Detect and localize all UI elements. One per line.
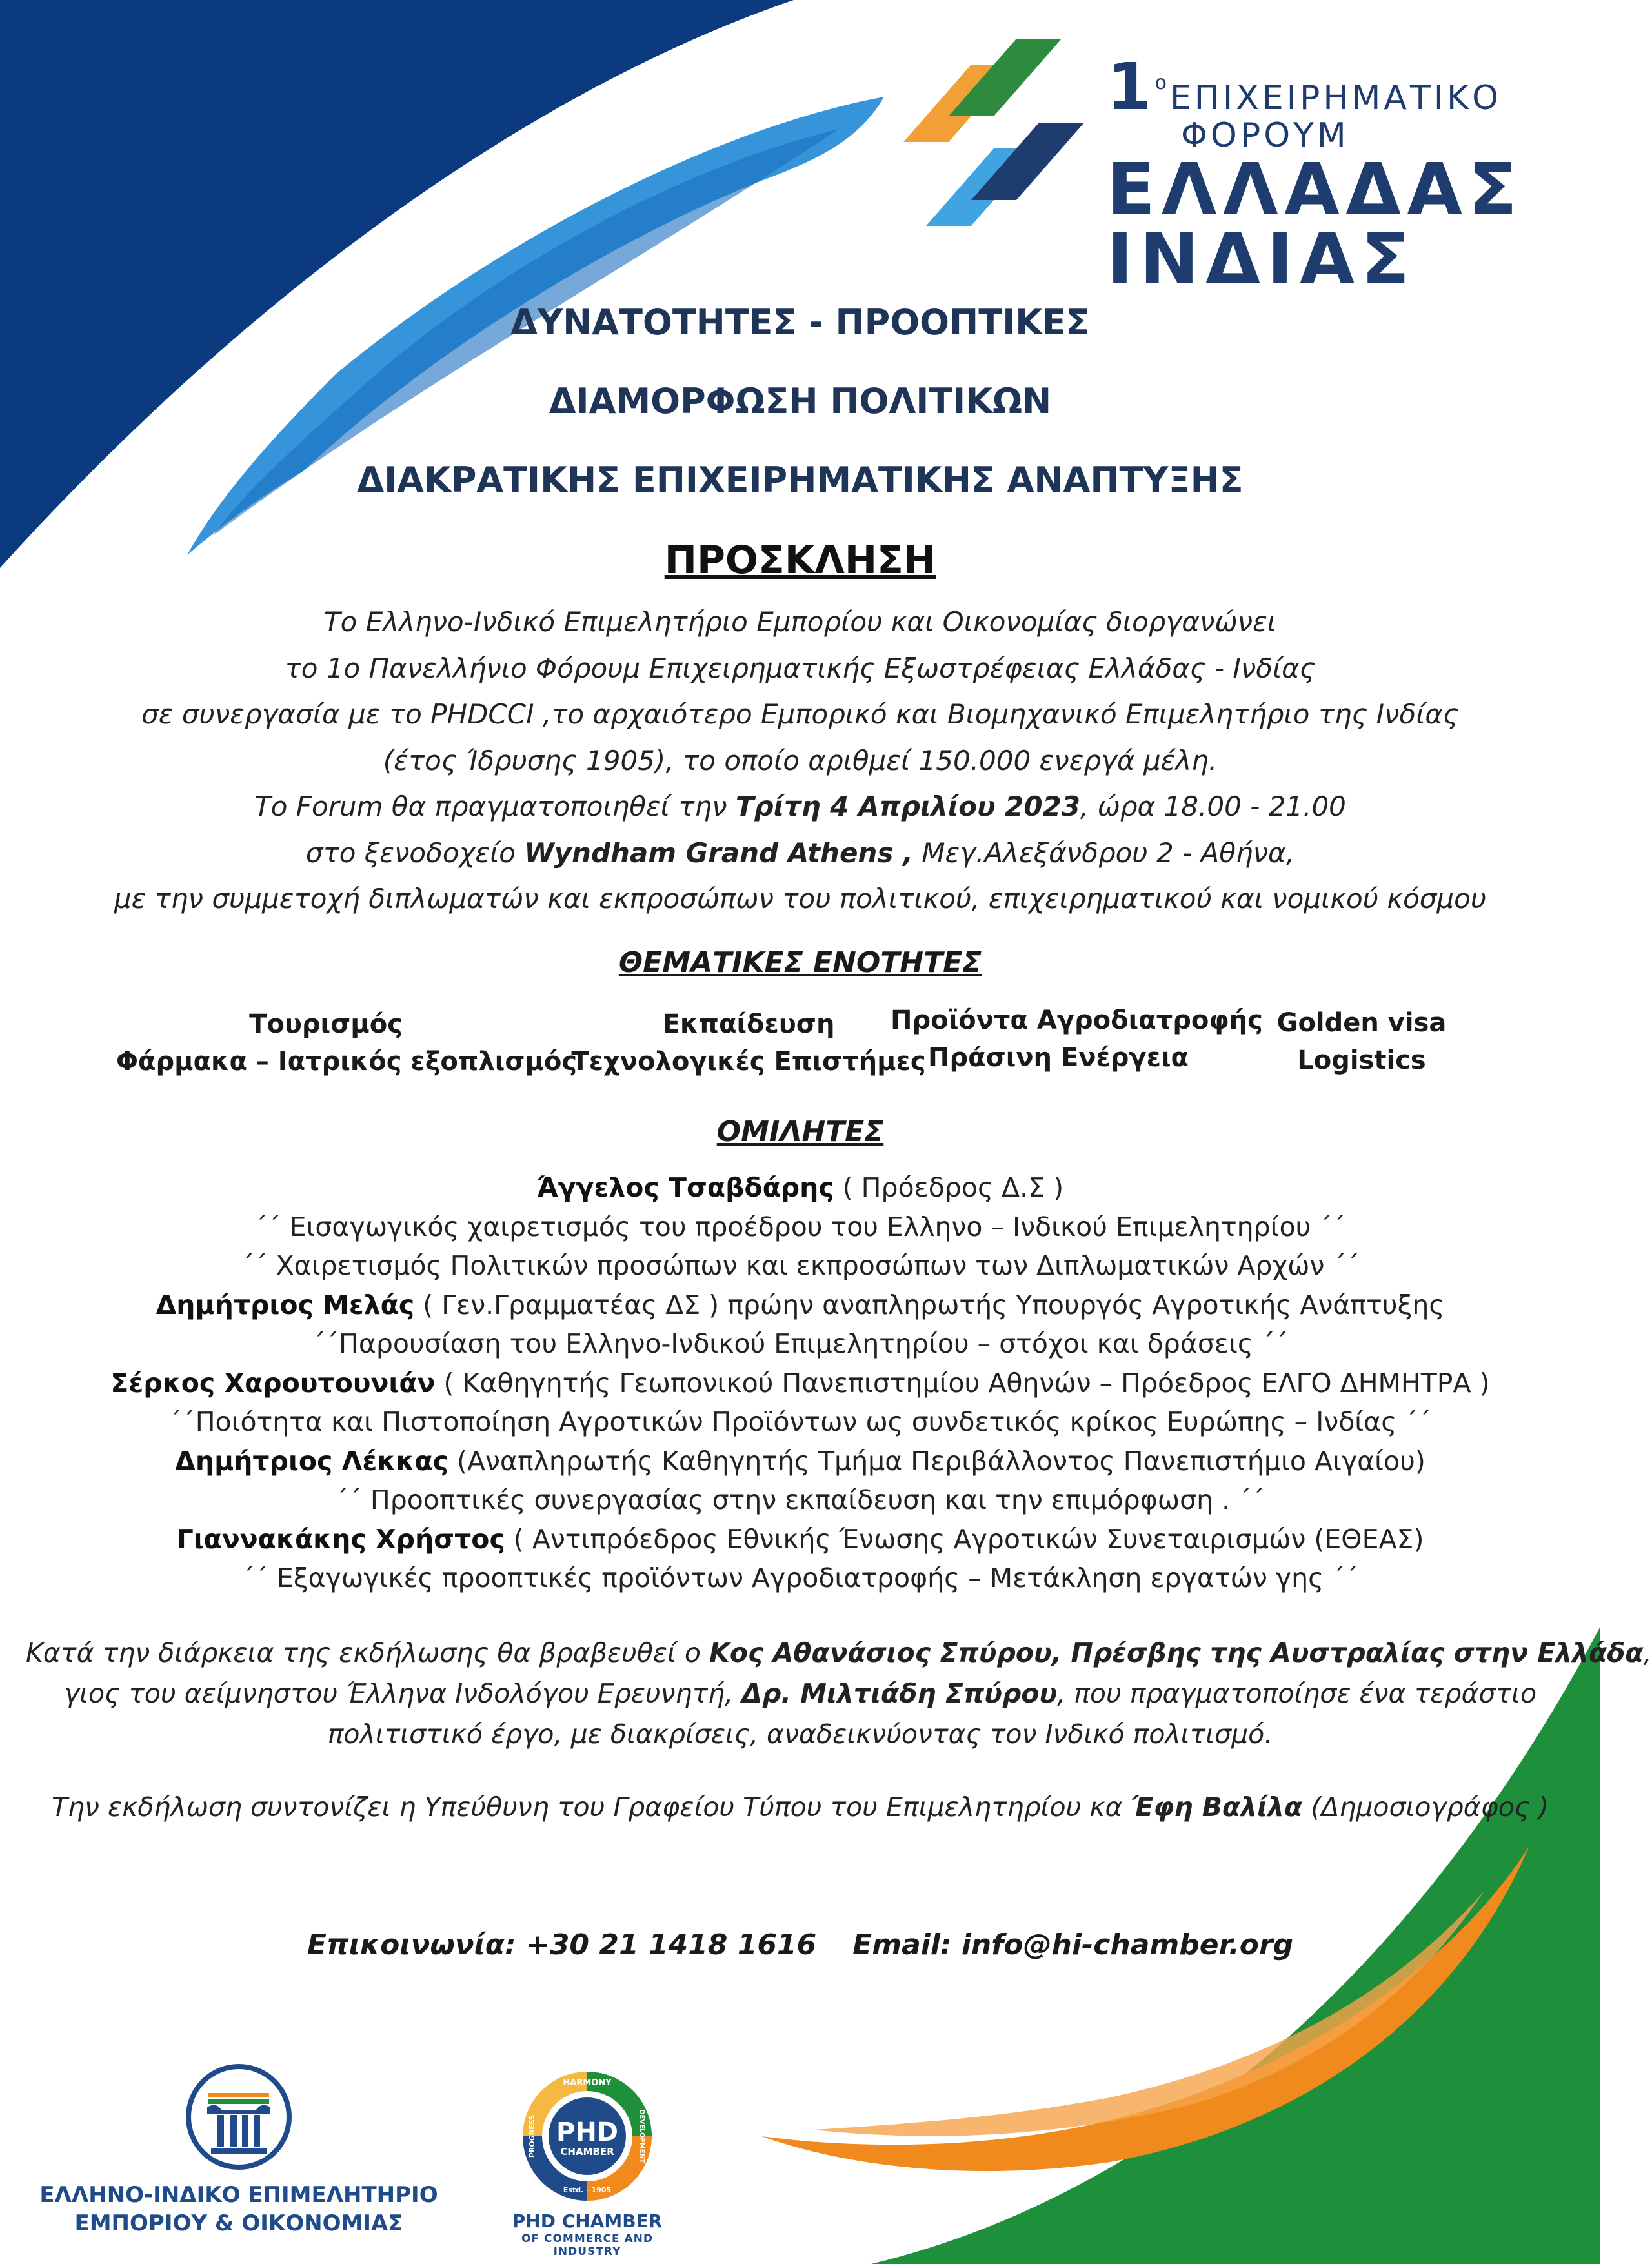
- speakers-title: ΟΜΙΛΗΤΕΣ: [716, 1115, 884, 1148]
- speaker-4: [77, 1442, 1523, 1481]
- speaker-1-talk-2: ΄΄ Χαιρετισμός Πολιτικών προσώπων και εκπροσώπων των Διπλωματικών Αρχών ΄΄: [241, 1250, 1360, 1281]
- intro-date-prefix: Το Forum θα πραγματοποιηθεί την: [254, 791, 736, 822]
- speaker-5-talk: ΄΄ Εξαγωγικές προοπτικές προϊόντων Αγροδιατροφής – Μετάκληση εργατών γης ΄΄: [241, 1562, 1359, 1593]
- phd-ring-top: HARMONY: [563, 2078, 612, 2088]
- father-name: Δρ. Μιλτιάδη Σπύρου: [741, 1678, 1058, 1709]
- phd-seal-big: PHD: [556, 2117, 618, 2147]
- logo-line1: ΕΠΙΧΕΙΡΗΜΑΤΙΚΟ: [1169, 79, 1502, 117]
- event-date: Τρίτη 4 Απριλίου 2023: [735, 791, 1080, 822]
- intro-line-4: (έτος Ίδρυσης 1905), το οποίο αριθμεί 150.000 ενεργά μέλη.: [383, 744, 1218, 776]
- intro-paragraph: [90, 599, 1510, 922]
- topic-golden-visa: Golden visa: [1276, 1008, 1447, 1038]
- speaker-5-role: ( Αντιπρόεδρος Εθνικής Ένωσης Αγροτικών Συνεταιρισμών (ΕΘΕΑΣ): [505, 1523, 1424, 1555]
- phd-chamber-subtitle: OF COMMERCE AND INDUSTRY: [521, 2232, 653, 2258]
- speaker-5: [77, 1520, 1523, 1559]
- coordinator-name: Έφη Βαλίλα: [1131, 1792, 1303, 1823]
- forum-logo-text: [1107, 49, 1524, 300]
- phd-ring-left: PROGRESS: [528, 2114, 536, 2158]
- headline-1: ΔΥΝΑΤΟΤΗΤΕΣ - ΠΡΟΟΠΤΙΚΕΣ: [510, 302, 1090, 343]
- headline-2: ΔΙΑΜΟΡΦΩΣΗ ΠΟΛΙΤΙΚΩΝ: [549, 381, 1052, 421]
- award-line-3: πολιτιστικό έργο, με διακρίσεις, αναδεικνύοντας τον Ινδικό πολιτισμό.: [327, 1719, 1273, 1750]
- logo-line3: ΕΛΛΑΔΑΣ: [1107, 148, 1524, 230]
- forum-logo-mark-icon: [903, 39, 1084, 258]
- speaker-3-role: ( Καθηγητής Γεωπονικού Πανεπιστημίου Αθηνών – Πρόεδρος ΕΛΓΟ ΔΗΜΗΤΡΑ ): [435, 1367, 1490, 1399]
- headline-3: ΔΙΑΚΡΑΤΙΚΗΣ ΕΠΙΧΕΙΡΗΜΑΤΙΚΗΣ ΑΝΑΠΤΥΞΗΣ: [357, 460, 1244, 500]
- contact-line: [0, 1928, 1600, 1961]
- phd-ring-right: DEVELOPMENT: [638, 2109, 645, 2163]
- topic-technology: Τεχνολογικές Επιστήμες: [571, 1047, 926, 1076]
- speaker-2-name: Δημήτριος Μελάς: [156, 1289, 415, 1320]
- topic-education: Εκπαίδευση: [662, 1009, 835, 1039]
- topic-column-1: [116, 1006, 578, 1080]
- intro-line-6: [90, 830, 1510, 876]
- award-text-1: Κατά την διάρκεια της εκδήλωσης θα βραβευθεί ο: [26, 1637, 710, 1668]
- contact-email: Email: info@hi-chamber.org: [852, 1928, 1294, 1961]
- topic-column-2: [555, 1006, 942, 1080]
- topic-logistics: Logistics: [1297, 1046, 1426, 1075]
- topic-pharma: Φάρμακα – Ιατρικός εξοπλισμός: [116, 1047, 578, 1076]
- speaker-4-talk: ΄΄ Προοπτικές συνεργασίας στην εκπαίδευση και την επιμόρφωση . ΄΄: [335, 1484, 1265, 1515]
- phd-seal-small: CHAMBER: [560, 2146, 614, 2158]
- award-line-2: [26, 1673, 1575, 1714]
- topics-title: ΘΕΜΑΤΙΚΕΣ ΕΝΟΤΗΤΕΣ: [618, 946, 982, 979]
- award-paragraph: [26, 1633, 1652, 1755]
- logo-line4: ΙΝΔΙΑΣ: [1107, 217, 1416, 300]
- coordinator-text: Την εκδήλωση συντονίζει η Υπεύθυνη του Γραφείου Τύπου του Επιμελητηρίου κα: [52, 1792, 1131, 1823]
- chamber-name-line2: ΕΜΠΟΡΙΟΥ & ΟΙΚΟΝΟΜΙΑΣ: [74, 2210, 403, 2236]
- speakers-list: [77, 1168, 1523, 1598]
- topic-column-4: [1252, 1004, 1471, 1079]
- logo-ordinal-number: 1: [1107, 49, 1155, 125]
- speaker-3-name: Σέρκος Χαρουτουνιάν: [110, 1367, 436, 1399]
- topic-agrifood: Προϊόντα Αγροδιατροφής: [891, 1006, 1263, 1035]
- intro-line-1: Το Ελληνο-Ινδικό Επιμελητήριο Εμπορίου και Οικονομίας διοργανώνει: [324, 606, 1276, 638]
- speaker-4-role: (Αναπληρωτής Καθηγητής Τμήμα Περιβάλλοντος Πανεπιστήμιο Αιγαίου): [448, 1445, 1425, 1477]
- award-comma: ,: [1643, 1637, 1652, 1668]
- phd-ring-bottom: Estd. - 1905: [563, 2186, 612, 2194]
- speaker-1-talk-1: ΄΄ Εισαγωγικός χαιρετισμός του προέδρου του Ελληνο – Ινδικού Επιμελητηρίου ΄΄: [254, 1211, 1346, 1242]
- award-text-2: γιος του αείμνηστου Έλληνα Ινδολόγου Ερευνητή,: [63, 1678, 742, 1709]
- intro-line-7: με την συμμετοχή διπλωματών και εκπροσώπων του πολιτικού, επιχειρηματικού και νομικού κόσμου: [114, 883, 1487, 915]
- phd-seal-icon: [519, 2068, 655, 2204]
- coordinator-role: (Δημοσιογράφος ): [1302, 1792, 1549, 1823]
- intro-line-5: [90, 783, 1510, 830]
- speaker-1: [77, 1168, 1523, 1208]
- speaker-1-name: Άγγελος Τσαβδάρης: [536, 1172, 834, 1203]
- phd-chamber-name: PHD CHAMBER: [512, 2210, 663, 2232]
- award-line-1: [26, 1633, 1652, 1673]
- hellenic-indian-chamber-logo: [39, 2062, 439, 2238]
- venue-name: Wyndham Grand Athens ,: [524, 836, 913, 869]
- topic-column-3: [891, 1002, 1263, 1076]
- speaker-2: [77, 1286, 1523, 1325]
- speaker-3-talk: ΄΄Ποιότητα και Πιστοποίηση Αγροτικών Προϊόντων ως συνδετικός κρίκος Ευρώπης – Ινδίας ΄΄: [168, 1406, 1432, 1437]
- speaker-2-role: ( Γεν.Γραμματέας ΔΣ ) πρώην αναπληρωτής Υπουργός Αγροτικής Ανάπτυξης: [414, 1289, 1445, 1320]
- speaker-1-role: ( Πρόεδρος Δ.Σ ): [834, 1172, 1064, 1203]
- event-time: , ώρα 18.00 - 21.00: [1080, 791, 1346, 822]
- invitation-title: ΠΡΟΣΚΛΗΣΗ: [664, 538, 936, 583]
- award-text-3: , που πραγματοποίησε ένα τεράστιο: [1057, 1678, 1537, 1709]
- venue-prefix: στο ξενοδοχείο: [305, 836, 525, 869]
- topic-tourism: Τουρισμός: [249, 1009, 403, 1039]
- intro-line-2: το 1ο Πανελλήνιο Φόρουμ Επιχειρηματικής Εξωστρέφειας Ελλάδας - Ινδίας: [285, 652, 1316, 684]
- speaker-3: [77, 1364, 1523, 1403]
- logo-ordinal-suffix: ο: [1154, 72, 1170, 94]
- honoree-name: Κος Αθανάσιος Σπύρου, Πρέσβης της Αυστραλίας στην Ελλάδα: [709, 1637, 1644, 1668]
- topic-green-energy: Πράσινη Ενέργεια: [927, 1043, 1189, 1073]
- logo-line2: ΦΟΡΟΥΜ: [1181, 116, 1349, 155]
- chamber-name-line1: ΕΛΛΗΝΟ-ΙΝΔΙΚΟ ΕΠΙΜΕΛΗΤΗΡΙΟ: [39, 2182, 438, 2208]
- speaker-4-name: Δημήτριος Λέκκας: [175, 1445, 448, 1477]
- speaker-5-name: Γιαννακάκης Χρήστος: [176, 1523, 505, 1555]
- coordinator-line: [13, 1792, 1587, 1823]
- venue-address: Μεγ.Αλεξάνδρου 2 - Αθήνα,: [912, 836, 1295, 869]
- phd-chamber-logo: [490, 2068, 684, 2258]
- column-icon: [184, 2062, 294, 2172]
- contact-phone: Επικοινωνία: +30 21 1418 1616: [307, 1928, 817, 1961]
- speaker-2-talk: ΄΄Παρουσίαση του Ελληνο-Ινδικού Επιμελητηρίου – στόχοι και δράσεις ΄΄: [312, 1328, 1288, 1359]
- intro-line-3: σε συνεργασία με το PHDCCI ,το αρχαιότερο Εμπορικό και Βιομηχανικό Επιμελητήριο της Ινδίας: [141, 698, 1459, 730]
